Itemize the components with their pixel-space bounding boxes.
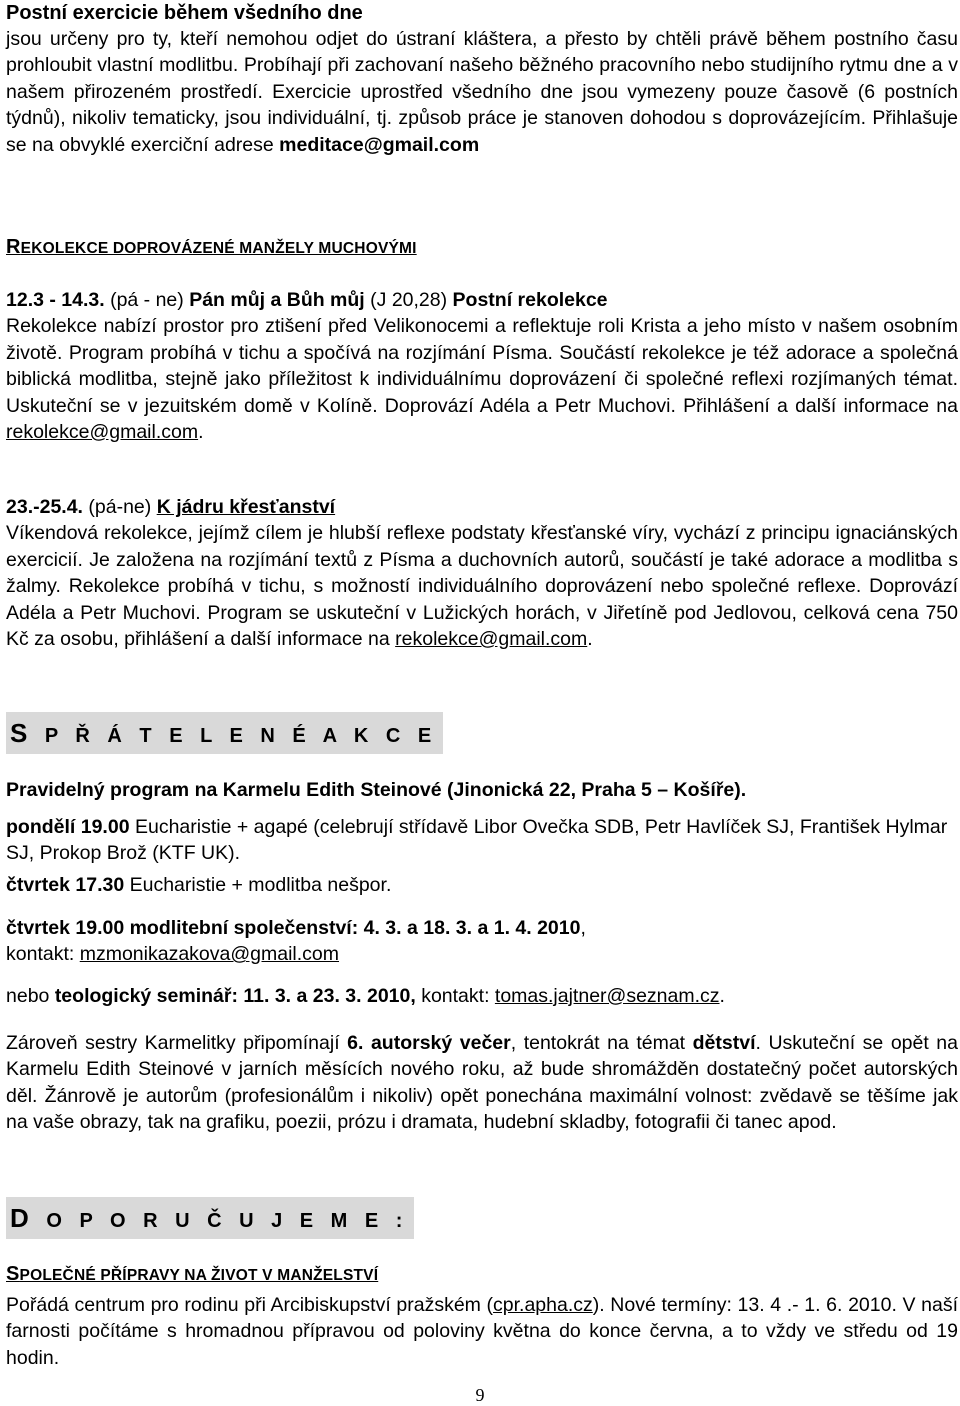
event-days: (pá-ne)	[82, 496, 157, 518]
seminar-tail: .	[719, 985, 725, 1007]
banner-text: P Ř Á T E L E N É A K C E	[33, 725, 438, 747]
monday-text: Eucharistie + agapé (celebrují střídavě Libor Ovečka SDB, Petr Havlíček SJ, František Hylmar SJ, Prokop Brož (KTF UK).	[6, 816, 948, 865]
marriage-pre: Pořádá centrum pro rodinu při Arcibiskupství pražském (	[6, 1294, 494, 1316]
event-days: (pá - ne)	[104, 289, 190, 311]
seminar-label: teologický seminář: 11. 3. a 23. 3. 2010,	[54, 985, 416, 1007]
karmel-title: Pravidelný program na Karmelu Edith Steinové (Jinonická 22, Praha 5 – Košíře).	[6, 779, 747, 801]
marriage-prep-heading	[6, 1261, 958, 1289]
event-theme: Pán můj a Bůh můj	[189, 289, 365, 311]
karmel-thursday-2	[6, 915, 958, 968]
seminar-email-link[interactable]: tomas.jajtner@seznam.cz	[494, 985, 720, 1007]
weekday-exercises-title: Postní exercicie během všedního dne	[6, 2, 363, 24]
banner-first-letter: D	[10, 1203, 35, 1233]
thursday-label: čtvrtek 17.30	[6, 874, 125, 896]
cpr-link[interactable]: cpr.apha.cz	[493, 1294, 593, 1316]
event-theme: K jádru křesťanství	[156, 496, 336, 518]
theology-seminar	[6, 983, 958, 1009]
marriage-heading-rest: POLEČNÉ PŘÍPRAVY NA ŽIVOT V MANŽELSTVÍ	[19, 1267, 379, 1284]
friendly-events-banner	[6, 712, 958, 754]
prayer-group-label: čtvrtek 19.00 modlitební společenství: 4. 3. a 18. 3. a 1. 4. 2010	[6, 917, 581, 939]
rekolekce-heading	[6, 234, 958, 262]
thursday-text: Eucharistie + modlitba nešpor.	[124, 874, 392, 896]
authors-evening-label: 6. autorský večer	[347, 1032, 511, 1054]
event-lent-retreat	[6, 287, 958, 445]
recommend-banner	[6, 1197, 958, 1239]
rekolekce-email-link[interactable]: rekolekce@gmail.com	[6, 421, 199, 444]
weekday-exercises-section	[6, 0, 958, 158]
event-reference: (J 20,28)	[364, 289, 453, 311]
authors-mid: , tentokrát na témat	[510, 1032, 693, 1054]
event-body: Víkendová rekolekce, jejímž cílem je hlubší reflexe podstaty křesťanské víry, vychází z principu ignaciánských exercicií. Je založena na rozjímání textů z Písma a duchovních autorů, součástí je také adorace a modlitba s žalmy. Rekolekce probíhá v tichu, s možností individuálního doprovázení nebo společné reflexe. Doprovází Adéla a Petr Muchovi. Program se uskuteční v Lužických horách, v Jiřetíně pod Jedlovou, celková cena 750 Kč za osobu, přihlášení a další informace na	[6, 522, 958, 651]
authors-evening	[6, 1030, 958, 1136]
event-core-christianity	[6, 494, 958, 652]
marriage-prep-text	[6, 1292, 958, 1371]
weekday-exercises-text	[6, 26, 958, 158]
marriage-heading-cap: S	[6, 1263, 20, 1285]
contact-label: kontakt:	[6, 943, 80, 966]
meditace-email-link[interactable]: meditace@gmail.com	[279, 133, 480, 156]
event-lent-retreat-header	[6, 287, 958, 313]
monday-label: pondělí 19.00	[6, 816, 130, 838]
event-core-header	[6, 494, 958, 520]
authors-rest: . Uskuteční se opět na Karmelu Edith Steinové v jarních měsících nového roku, až bude shromážděn dostatečný počet autorských děl. Žánrově je autorům (profesionálům i nikoliv) opět ponechána maximální volnost: zvědavě se těšíme jak na vaše obrazy, tak na grafiku, poezii, prózu i dramata, hudební skladby, fotografii či tanec apod.	[6, 1032, 958, 1134]
seminar-contact-label: kontakt:	[415, 985, 495, 1007]
authors-theme: dětství	[692, 1032, 756, 1054]
page-number: 9	[475, 1385, 485, 1405]
event-tail: .	[587, 628, 593, 651]
event-core-text	[6, 520, 958, 652]
event-date: 23.-25.4.	[6, 496, 83, 518]
weekday-exercises-body: jsou určeny pro ty, kteří nemohou odjet do ústraní kláštera, a přesto by chtěli právě během postního času prohloubit vlastní modlitbu. Probíhají při zachovaní našeho běžného pracovního nebo studijního rytmu dne a v našem přirozeném prostředí. Exercicie uprostřed všedního dne jsou vymezeny pouze časově (6 postních týdnů), nikoliv tematicky, jsou individuální, tj. způsob práce je stanoven dohodou s doprovázejícím. Přihlašuje se na obvyklé exerciční adrese	[6, 28, 958, 156]
event-body: Rekolekce nabízí prostor pro ztišení před Velikonocemi a reflektuje roli Krista a jeho místo v našem osobním životě. Program probíhá v tichu a spočívá na rozjímání Písma. Součástí rekolekce je též adorace a společná biblická modlitba, stejně jako příležitost k individuálnímu doprovázení či společné reflexi rozjímaných témat. Uskuteční se v jezuitském domě v Kolíně. Doprovází Adéla a Petr Muchovi. Přihlášení a další informace na	[6, 315, 958, 417]
marriage-rest: ). Nové termíny: 13. 4 .- 1. 6. 2010. V naší farnosti počítáme s hromadnou přípravou od poloviny května do konce června, a to vždy ve středu od 19 hodin.	[6, 1294, 958, 1369]
authors-pre: Zároveň sestry Karmelitky připomínají	[6, 1032, 348, 1054]
rekolekce-heading-rest: EKOLEKCE DOPROVÁZENÉ MANŽELY MUCHOVÝMI	[20, 240, 417, 257]
karmel-monday	[6, 814, 958, 867]
karmel-thursday-1	[6, 872, 958, 898]
seminar-pre: nebo	[6, 985, 55, 1007]
event-lent-retreat-text	[6, 313, 958, 445]
banner-first-letter: S	[10, 718, 34, 748]
contact-email-link[interactable]: mzmonikazakova@gmail.com	[79, 943, 340, 966]
event-label: Postní rekolekce	[452, 289, 608, 311]
event-date: 12.3 - 14.3.	[6, 289, 105, 311]
rekolekce-email-link[interactable]: rekolekce@gmail.com	[395, 628, 588, 651]
karmel-program	[6, 777, 958, 803]
banner-text: O P O R U Č U J E M E :	[34, 1210, 409, 1232]
prayer-group-tail: ,	[580, 917, 586, 939]
event-tail: .	[198, 421, 204, 444]
rekolekce-heading-cap: R	[6, 236, 21, 258]
